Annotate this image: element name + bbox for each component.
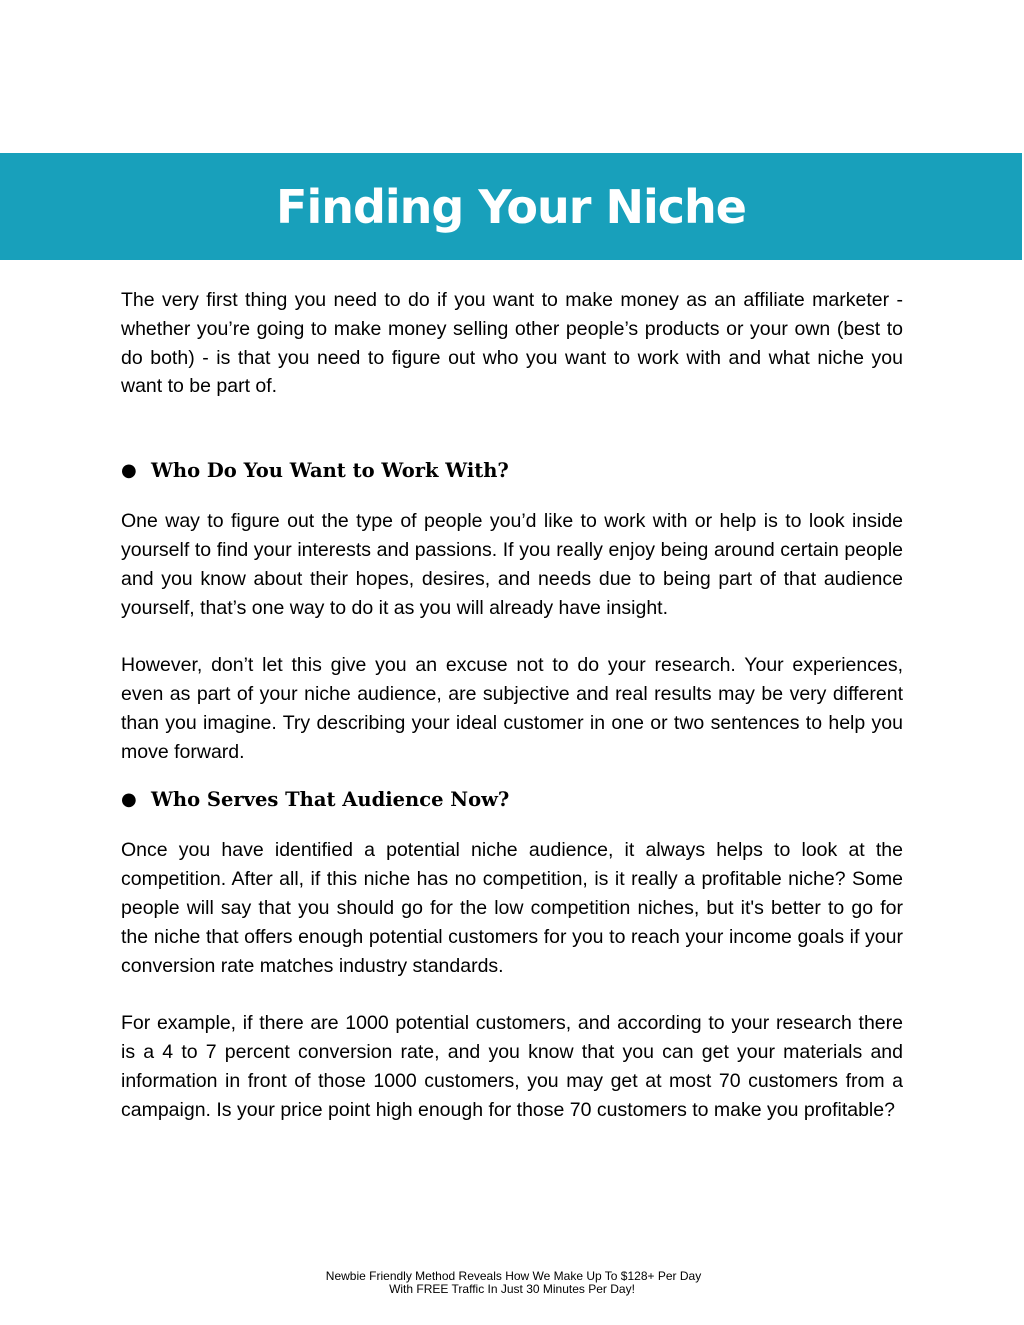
body-paragraph: For example, if there are 1000 potential customers, and according to your research there is a 4 to 7 percent conversion rate, and you know that you can get your materials and information in front of those 1000 customers, you may get at most 70 customers from a campaign. Is your price point high enough for those 70 customers to make you profitable? [121, 1012, 903, 1121]
bullet-icon: ● [121, 460, 137, 482]
page-title: Finding Your Niche [276, 179, 746, 234]
footer-line-2: With FREE Traffic In Just 30 Minutes Per Day! [389, 1282, 635, 1296]
body-paragraph: However, don’t let this give you an excuse not to do your research. Your experiences, even as part of your niche audience, are subjective and real results may be very different than you imagine. Try describing your ideal customer in one or two sentences to help you move forward. [121, 654, 903, 763]
section-heading-who-serves-audience [121, 786, 903, 814]
bullet-icon: ● [121, 789, 137, 811]
title-banner [0, 153, 1022, 260]
section-heading-text: Who Do You Want to Work With? [151, 459, 509, 483]
document-body [121, 286, 903, 1153]
intro-paragraph: The very first thing you need to do if you want to make money as an affiliate marketer - whether you’re going to make money selling other people’s products or your own (best to do both) - is that you need to figure out who you want to work with and what niche you want to be part of. [121, 289, 903, 398]
body-paragraph: One way to figure out the type of people you’d like to work with or help is to look inside yourself to find your interests and passions. If you really enjoy being around certain people and you know about their hopes, desires, and needs due to being part of that audience yourself, that’s one way to do it as you will already have insight. [121, 510, 903, 619]
page-footer [0, 1270, 1024, 1296]
footer-line-1: Newbie Friendly Method Reveals How We Make Up To $128+ Per Day [325, 1269, 702, 1283]
body-paragraph: Once you have identified a potential niche audience, it always helps to look at the competition. After all, if this niche has no competition, is it really a profitable niche? Some people will say that you should go for the low competition niches, but it's better to go for the niche that offers enough potential customers for you to reach your income goals if your conversion rate matches industry standards. [121, 839, 903, 977]
section-heading-who-to-work-with [121, 457, 903, 485]
section-heading-text: Who Serves That Audience Now? [151, 788, 510, 812]
